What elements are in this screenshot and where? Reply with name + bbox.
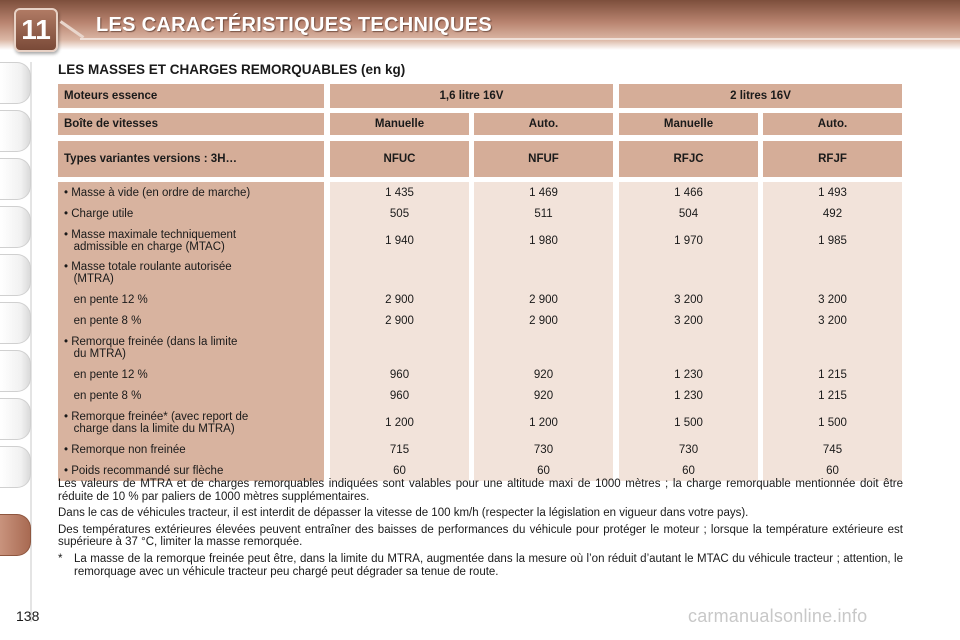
chapter-tab[interactable]: [0, 206, 31, 248]
row-value: 2 900: [474, 289, 613, 310]
row-value: 3 200: [763, 289, 902, 310]
row-value: 2 900: [330, 310, 469, 331]
note-paragraph: Des températures extérieures élevées peuvent entraîner des baisses de performances du véhicule pour protéger le moteur ; lorsque la température extérieure est supérieure à 37 °C, limiter la masse remorquée.: [58, 523, 903, 549]
gearbox-header-row: [58, 113, 902, 135]
row-value: [474, 257, 613, 289]
chapter-tab[interactable]: [0, 110, 31, 152]
row-value: 920: [474, 364, 613, 385]
header-rule: [80, 38, 960, 40]
footnote-marker: *: [58, 552, 63, 565]
watermark: carmanualsonline.info: [688, 606, 868, 626]
row-value: 1 215: [763, 385, 902, 406]
row-value: 730: [619, 439, 758, 460]
row-value: 1 200: [474, 406, 613, 439]
row-value: 715: [330, 439, 469, 460]
gearbox-header: Manuelle: [330, 113, 469, 135]
table-row: [58, 385, 902, 406]
row-value: 3 200: [619, 310, 758, 331]
row-value: 920: [474, 385, 613, 406]
row-value: [330, 331, 469, 364]
row-value: 1 970: [619, 224, 758, 257]
section-title: LES MASSES ET CHARGES REMORQUABLES (en kg): [58, 62, 406, 77]
row-value: [763, 331, 902, 364]
row-label: en pente 8 %: [58, 385, 324, 406]
row-value: 3 200: [619, 289, 758, 310]
row-label: • Masse totale roulante autorisée (MTRA): [58, 257, 324, 289]
footnote-text: La masse de la remorque freinée peut être, dans la limite du MTRA, augmentée dans la mesure où l’on réduit d’autant le MTAC du véhicule tracteur ; attention, le remorquage avec un véhicule tracteur peu chargé peut dégrader sa tenue de route.: [74, 552, 903, 578]
engines-label: Moteurs essence: [58, 84, 324, 108]
row-value: [763, 257, 902, 289]
row-label: • Poids recommandé sur flèche: [58, 460, 324, 481]
row-value: 1 215: [763, 364, 902, 385]
row-value: [619, 331, 758, 364]
notes: [58, 478, 903, 578]
row-label: • Remorque non freinée: [58, 439, 324, 460]
engine-header-row: [58, 84, 902, 108]
note-paragraph: Les valeurs de MTRA et de charges remorquables indiquées sont valables pour une altitude maxi de 1000 mètres ; la charge remorquable mentionnée doit être réduite de 10 % par paliers de 1000 mètres supplémentaires.: [58, 478, 903, 503]
gearbox-header: Auto.: [763, 113, 902, 135]
chapter-tab-active[interactable]: [0, 514, 31, 556]
row-value: 1 200: [330, 406, 469, 439]
row-value: 60: [330, 460, 469, 481]
row-value: 1 466: [619, 182, 758, 203]
row-value: 60: [619, 460, 758, 481]
row-value: 505: [330, 203, 469, 224]
row-value: 1 980: [474, 224, 613, 257]
table-row: [58, 406, 902, 439]
chapter-tab[interactable]: [0, 254, 31, 296]
row-value: 3 200: [763, 310, 902, 331]
chapter-tab[interactable]: [0, 398, 31, 440]
row-value: 745: [763, 439, 902, 460]
chapter-tab[interactable]: [0, 302, 31, 344]
row-value: 1 230: [619, 364, 758, 385]
row-value: [474, 331, 613, 364]
row-value: 2 900: [474, 310, 613, 331]
row-value: 1 435: [330, 182, 469, 203]
row-value: 1 500: [763, 406, 902, 439]
row-value: 1 230: [619, 385, 758, 406]
row-value: [330, 257, 469, 289]
table-row: [58, 182, 902, 203]
row-value: 1 469: [474, 182, 613, 203]
row-label: • Remorque freinée (dans la limite du MTRA): [58, 331, 324, 364]
table-row: [58, 224, 902, 257]
table-row: [58, 257, 902, 289]
chapter-tab[interactable]: [0, 350, 31, 392]
row-value: 1 985: [763, 224, 902, 257]
type-header: RFJC: [619, 141, 758, 177]
row-value: 60: [474, 460, 613, 481]
table-row: [58, 310, 902, 331]
type-header: NFUC: [330, 141, 469, 177]
chapter-badge: 11: [14, 8, 58, 52]
row-value: 511: [474, 203, 613, 224]
chapter-tab[interactable]: [0, 446, 31, 488]
row-label: • Masse maximale techniquement admissible en charge (MTAC): [58, 224, 324, 257]
type-header: RFJF: [763, 141, 902, 177]
chapter-tab[interactable]: [0, 62, 31, 104]
engine-header: 1,6 litre 16V: [330, 84, 613, 108]
page-number: 138: [16, 608, 40, 624]
table-row: [58, 203, 902, 224]
table-row: [58, 289, 902, 310]
row-label: en pente 8 %: [58, 310, 324, 331]
row-label: • Remorque freinée* (avec report de charge dans la limite du MTRA): [58, 406, 324, 439]
types-header-row: [58, 141, 902, 177]
row-value: 960: [330, 364, 469, 385]
row-value: [619, 257, 758, 289]
type-header: NFUF: [474, 141, 613, 177]
chapter-tab[interactable]: [0, 158, 31, 200]
gearbox-label: Boîte de vitesses: [58, 113, 324, 135]
gearbox-header: Manuelle: [619, 113, 758, 135]
row-value: 730: [474, 439, 613, 460]
row-value: 1 493: [763, 182, 902, 203]
note-paragraph: Dans le cas de véhicules tracteur, il est interdit de dépasser la vitesse de 100 km/h (respecter la législation en vigueur dans votre pays).: [58, 507, 749, 520]
row-label: en pente 12 %: [58, 364, 324, 385]
row-label: en pente 12 %: [58, 289, 324, 310]
page-title: LES CARACTÉRISTIQUES TECHNIQUES: [96, 14, 492, 36]
gearbox-header: Auto.: [474, 113, 613, 135]
row-value: 2 900: [330, 289, 469, 310]
row-value: 1 500: [619, 406, 758, 439]
row-label: • Masse à vide (en ordre de marche): [58, 182, 324, 203]
table-row: [58, 364, 902, 385]
footnote: [58, 553, 903, 578]
row-value: 492: [763, 203, 902, 224]
table-row: [58, 439, 902, 460]
engine-header: 2 litres 16V: [619, 84, 902, 108]
row-value: 960: [330, 385, 469, 406]
row-value: 60: [763, 460, 902, 481]
row-value: 504: [619, 203, 758, 224]
table-row: [58, 331, 902, 364]
row-label: • Charge utile: [58, 203, 324, 224]
types-label: Types variantes versions : 3H…: [58, 141, 324, 177]
row-value: 1 940: [330, 224, 469, 257]
